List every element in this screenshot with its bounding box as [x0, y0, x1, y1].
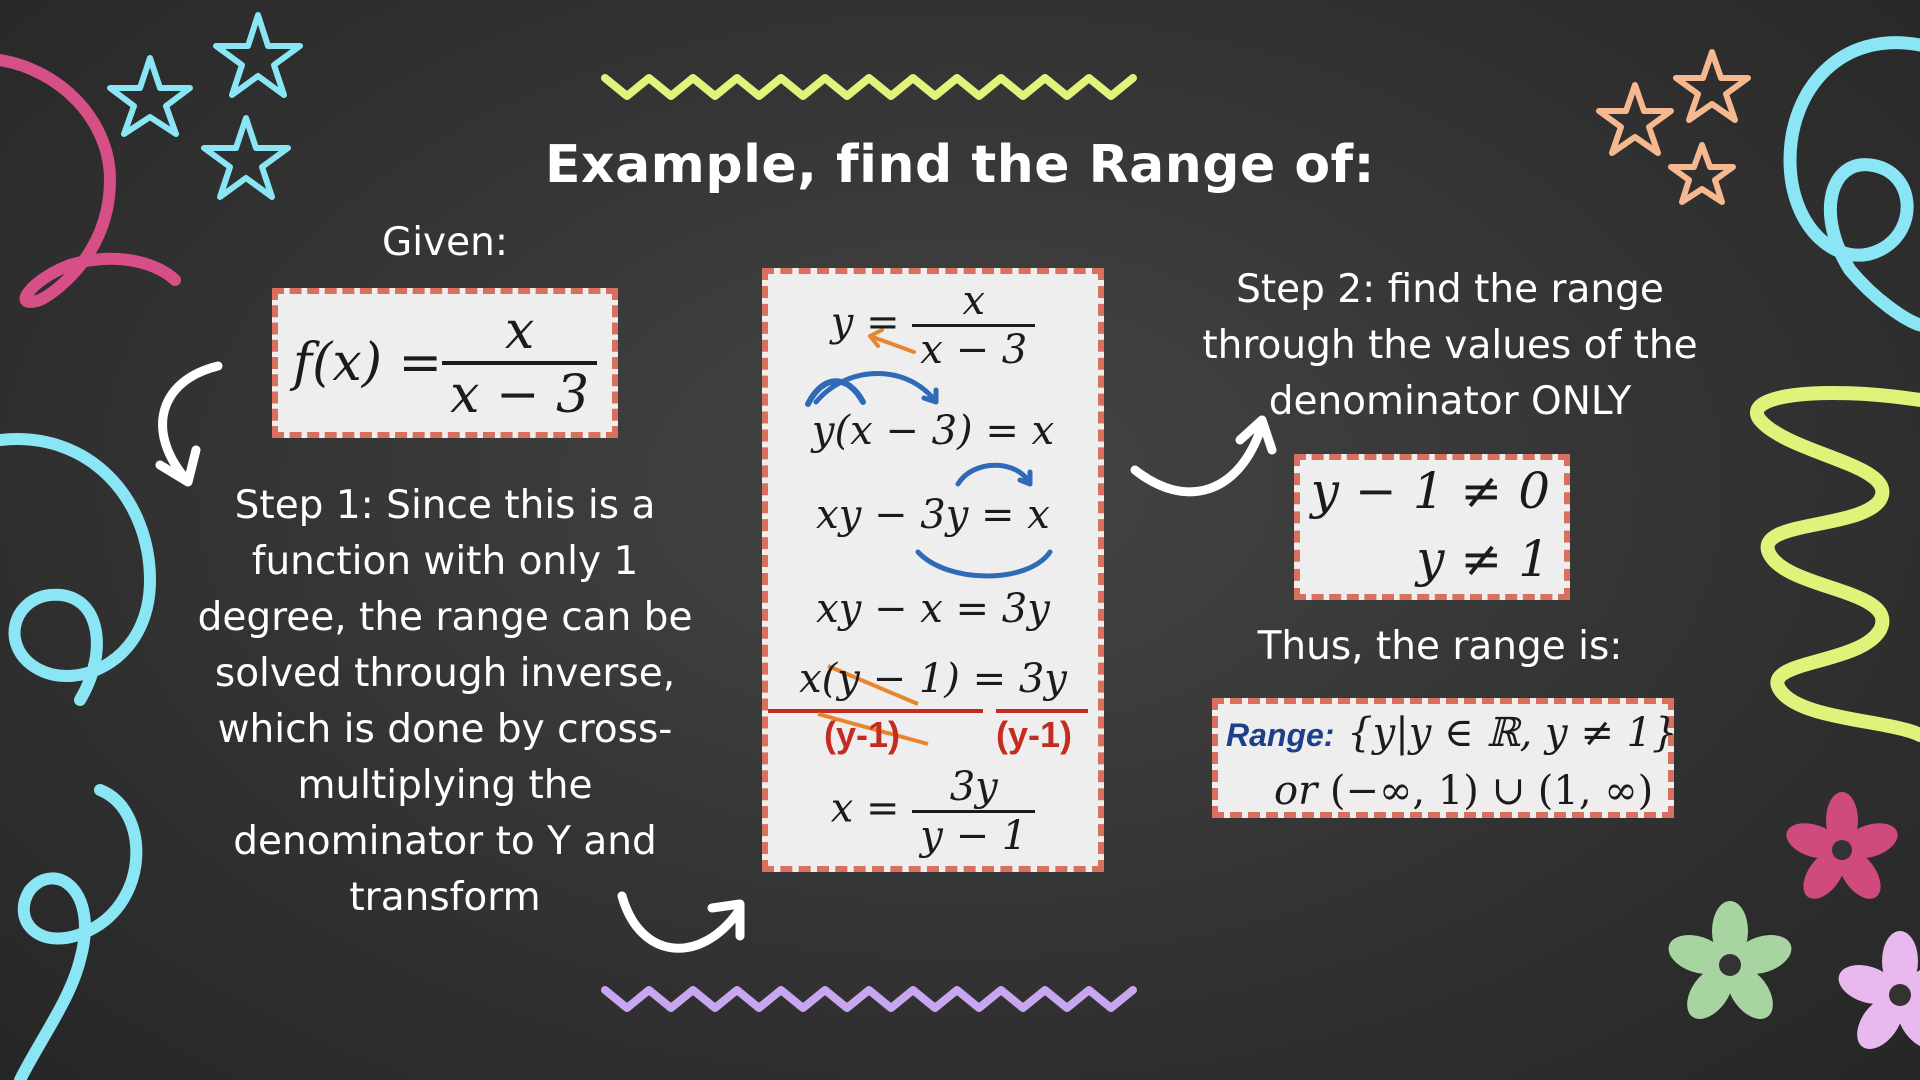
zigzag-lime-icon [1757, 393, 1920, 735]
condition-line1: y − 1 ≠ 0 [1310, 462, 1550, 520]
star-icon [110, 58, 190, 134]
swirl-cyan-right-icon [1790, 43, 1920, 325]
eq6-fraction [912, 764, 1035, 859]
eq6-numerator: 3y [949, 764, 998, 810]
eq6 [768, 764, 1098, 859]
flower-mint-icon [1664, 901, 1797, 1027]
step1-text: Step 1: Since this is a function with only 1 degree, the range can be solved through inverse, which is done by cross-multiplying the denominator to Y and transform [197, 483, 693, 920]
range-label: Range: [1226, 717, 1335, 753]
step2-text: Step 2: find the range through the values of the denominator ONLY [1202, 267, 1698, 424]
swirl-cyan-left2-icon [20, 790, 136, 1080]
condition-box [1294, 454, 1570, 600]
given-label: Given: [382, 220, 508, 265]
eq2: y(x − 3) = x [811, 408, 1055, 454]
wave-bottom-icon [605, 990, 1133, 1008]
flower-magenta-icon [1782, 792, 1902, 906]
star-icon [204, 118, 288, 197]
blue-curve-arrow-icon [958, 465, 1030, 484]
eq1-denominator: x − 3 [912, 324, 1035, 373]
star-icon [216, 15, 300, 95]
eq1-fraction [912, 278, 1035, 373]
condition-line2: y ≠ 1 [1416, 530, 1550, 588]
eq1-lhs: y = [830, 299, 900, 346]
given-lhs: f(x) = [292, 333, 443, 393]
thus-text: Thus, the range is: [1257, 624, 1623, 669]
swirl-cyan-left-icon [0, 439, 150, 700]
blue-curve-arrow-icon [816, 374, 936, 403]
star-icon [1671, 145, 1733, 202]
given-function-box [272, 288, 618, 438]
eq4: xy − x = 3y [816, 586, 1050, 632]
eq1-numerator: x [962, 278, 986, 324]
blue-curve-arrow-icon [918, 552, 1050, 576]
range-box [1212, 698, 1678, 818]
page-title: Example, find the Range of: [545, 135, 1375, 195]
eq5-divisor-right: (y-1) [996, 714, 1073, 755]
derivation-box [762, 268, 1104, 872]
given-fraction [442, 301, 597, 425]
eq5-divisor-left: (y-1) [824, 714, 901, 755]
curved-arrow-icon [160, 366, 218, 482]
eq6-denominator: y − 1 [912, 810, 1035, 859]
range-line1 [1226, 710, 1677, 756]
range-line2 [1274, 768, 1653, 814]
eq3: xy − 3y = x [816, 492, 1050, 538]
range-or-word: or [1274, 768, 1318, 814]
eq1 [768, 278, 1098, 373]
star-icon [1676, 52, 1748, 120]
star-icon [1599, 85, 1671, 153]
given-numerator: x [504, 301, 535, 361]
eq6-lhs: x = [830, 785, 900, 832]
wave-top-icon [605, 78, 1133, 96]
range-set-notation: {y|y ∈ ℝ, y ≠ 1} [1347, 710, 1678, 756]
curved-arrow-icon [1135, 420, 1272, 492]
flower-lilac-icon [1834, 931, 1920, 1057]
eq5: x(y − 1) = 3y [799, 656, 1067, 702]
range-interval: (−∞, 1) ∪ (1, ∞) [1329, 768, 1654, 814]
given-denominator: x − 3 [442, 361, 597, 425]
swirl-pink-icon [0, 60, 175, 302]
